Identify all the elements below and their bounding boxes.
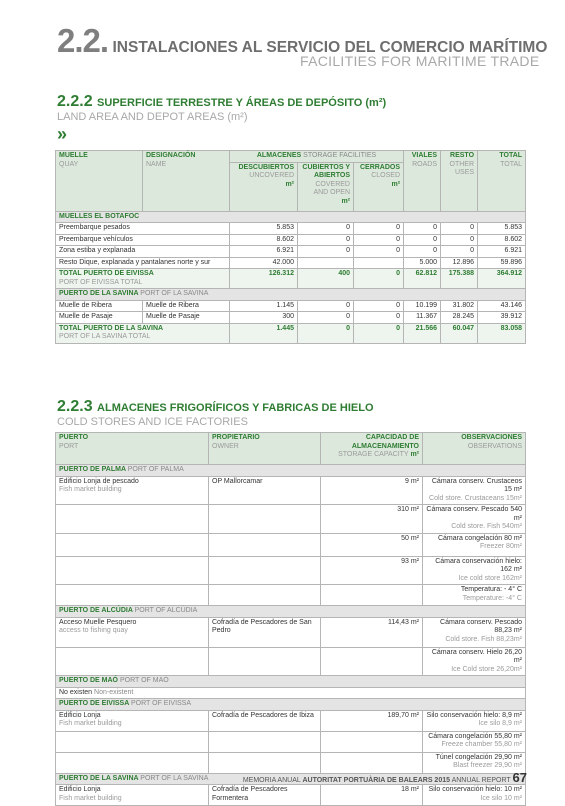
cold-stores-table — [55, 432, 526, 806]
col-descubiertos: DESCUBIERTOS UNCOVERED m² — [230, 162, 298, 211]
group-row: PUERTO DE LA SAVINA PORT OF LA SAVINA — [56, 773, 526, 785]
section-subtitle: LAND AREA AND DEPOT AREAS (m²) — [57, 111, 248, 123]
chapter-subtitle: FACILITIES FOR MARITIME TRADE — [300, 53, 540, 69]
group-row: PUERTO DE EIVISSA PORT OF EIVISSA — [56, 699, 526, 711]
col-puerto: PUERTO PORT — [56, 433, 209, 465]
table-row: Edificio Lonja Fish market building Cofradía de Pescadores Formentera 18 m² Silo conservación hielo: 10 m² Ice silo 10 m² — [56, 785, 526, 806]
table-row: Temperatura: - 4° C Temperature: -4° C — [56, 585, 526, 606]
chapter-title: INSTALACIONES AL SERVICIO DEL COMERCIO MARÍTIMO — [112, 39, 548, 56]
group-row: PUERTO DE PALMA PORT OF PALMA — [56, 465, 526, 477]
col-observaciones: OBSERVACIONES OBSERVATIONS — [423, 433, 526, 465]
col-cubiertos: CUBIERTOS Y ABIERTOS COVERED AND OPEN m² — [298, 162, 354, 211]
col-viales: VIALES ROADS — [404, 151, 441, 212]
col-propietario: PROPIETARIO OWNER — [209, 433, 321, 465]
section-title: ALMACENES FRIGORÍFICOS Y FABRICAS DE HIELO — [97, 402, 374, 414]
table-row: 50 m² Cámara congelación 80 m² Freezer 80m² — [56, 533, 526, 556]
table-row: Zona estiba y explanada 6.921 0 0 0 0 6.921 — [56, 246, 526, 258]
group-row: PUERTO DE ALCÚDIA PORT OF ALCÚDIA — [56, 606, 526, 618]
section-title: SUPERFICIE TERRESTRE Y ÁREAS DE DEPÓSITO (m²) — [97, 97, 387, 109]
section-number: 2.2.2 — [57, 93, 93, 110]
section-heading-222 — [57, 93, 386, 111]
table-row: 310 m² Cámara conserv. Pescado 540 m² Cold store. Fish 540m² — [56, 505, 526, 534]
section-subtitle: COLD STORES AND ICE FACTORIES — [57, 416, 248, 428]
chevron-marker-icon: » — [57, 124, 68, 144]
col-almacenes: ALMACENES STORAGE FACILITIES — [230, 151, 404, 163]
land-area-table — [55, 150, 526, 344]
page-number: 67 — [512, 770, 527, 785]
table-row: Preembarque vehículos 8.602 0 0 0 0 8.602 — [56, 234, 526, 246]
table-row: Acceso Muelle Pesquero access to fishing quay Cofradía de Pescadores de San Pedro 114,43 m² Cámara conserv. Pescado 88,23 m² Cold store. Fish 88,23m² — [56, 617, 526, 647]
col-cerrados: CERRADOS CLOSED m² — [354, 162, 404, 211]
col-designacion: DESIGNACIÓN NAME — [143, 151, 230, 212]
section-heading-223 — [57, 398, 374, 416]
total-row: TOTAL PUERTO DE EIVISSA PORT OF EIVISSA TOTAL 126.312 400 0 62.812 175.388 364.912 — [56, 269, 526, 289]
table-row: Muelle de Ribera Muelle de Ribera 1.145 0 0 10.199 31.802 43.146 — [56, 300, 526, 312]
page-footer: MEMORIA ANUAL AUTORITAT PORTUÀRIA DE BALEARS 2015 ANNUAL REPORT 67 — [242, 770, 527, 785]
table-row: Resto Dique, explanada y pantalanes norte y sur 42.000 5.000 12.896 59.896 — [56, 257, 526, 269]
table-row: Túnel congelación 29,90 m² Blast freezer 29,90 m² — [56, 752, 526, 773]
total-row: TOTAL PUERTO DE LA SAVINA PORT OF LA SAVINA TOTAL 1.445 0 0 21.566 60.047 83.058 — [56, 323, 526, 343]
table-row: Edificio Lonja Fish market building Cofradía de Pescadores de Ibiza 189,70 m² Silo conservación hielo: 8,9 m² Ice silo 8,9 m² — [56, 710, 526, 731]
table-row: Edificio Lonja de pescado Fish market building OP Mallorcamar 9 m² Cámara conserv. Crustaceos 15 m² Cold store. Crustaceans 15m² — [56, 476, 526, 505]
table-row: No existen Non-existent — [56, 687, 526, 699]
col-total: TOTAL TOTAL — [478, 151, 526, 212]
group-row: MUELLES EL BOTAFOC — [56, 211, 526, 223]
table-row: 93 m² Cámara conservación hielo: 162 m² Ice cold store 162m² — [56, 556, 526, 585]
col-muelle: MUELLE QUAY — [56, 151, 143, 212]
table-row: Cámara congelación 55,80 m² Freeze chamber 55,80 m² — [56, 731, 526, 752]
group-row: PUERTO DE LA SAVINA PORT OF LA SAVINA — [56, 289, 526, 301]
group-row: PUERTO DE MAÓ PORT OF MAÓ — [56, 676, 526, 688]
table-header-row — [56, 433, 526, 465]
chapter-number: 2.2. — [57, 22, 109, 59]
col-capacidad: CAPACIDAD DE ALMACENAMIENTO STORAGE CAPACITY m² — [321, 433, 423, 465]
table-row: Muelle de Pasaje Muelle de Pasaje 300 0 0 11.367 28.245 39.912 — [56, 312, 526, 324]
col-resto: RESTO OTHER USES — [441, 151, 478, 212]
table-header-row — [56, 151, 526, 163]
section-number: 2.2.3 — [57, 398, 93, 415]
table-row: Cámara conserv. Hielo 26,20 m² Ice Cold store 26,20m² — [56, 647, 526, 676]
table-row: Preembarque pesados 5.853 0 0 0 0 5.853 — [56, 223, 526, 235]
